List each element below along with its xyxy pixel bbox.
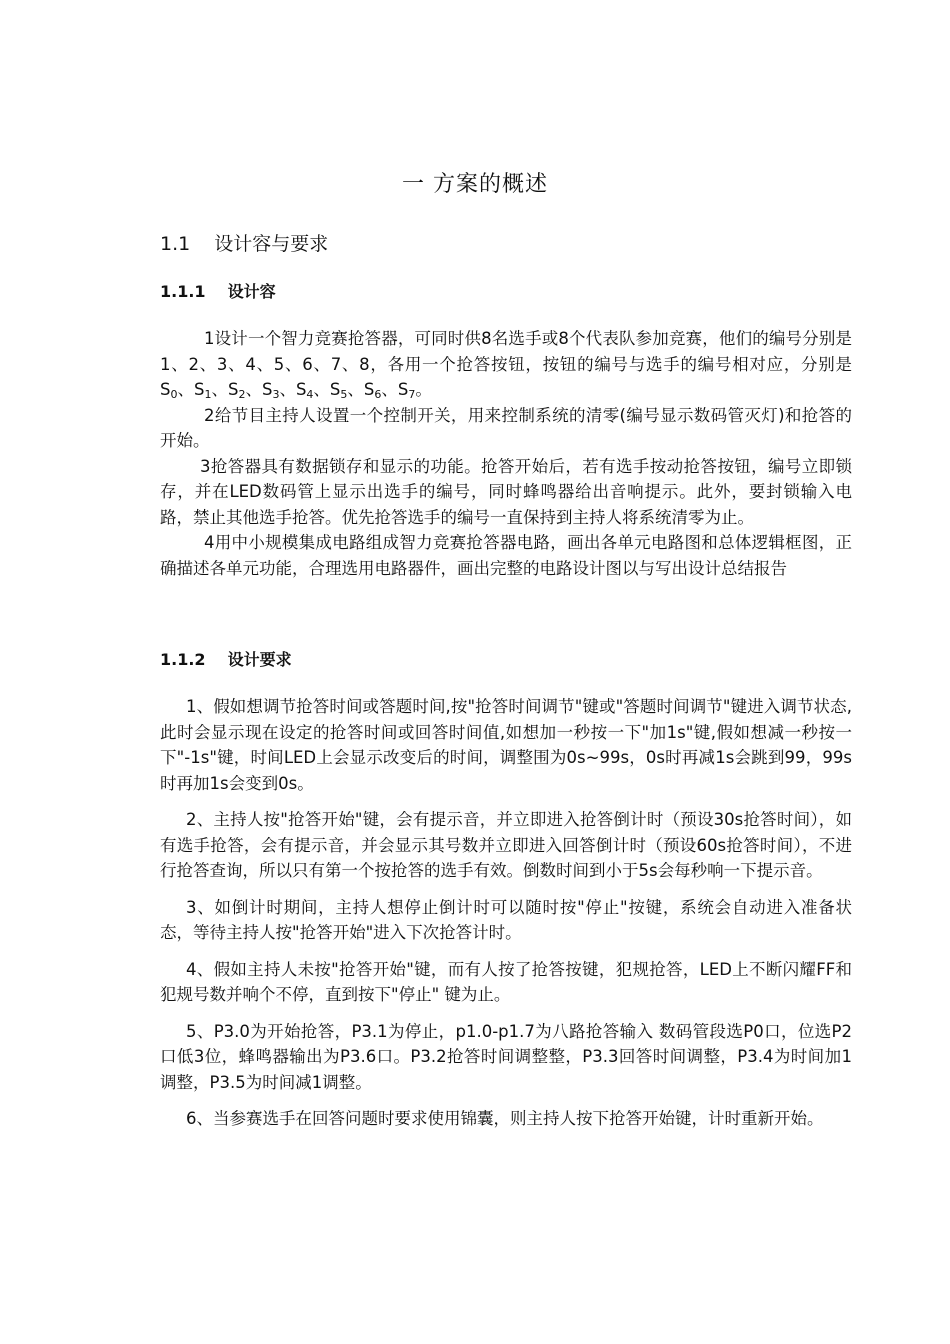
button-labels: $S_0$、$S_1$、$S_2$、$S_3$、$S_4$、$S_5$、$S_6$、$S_7$ [160,380,416,401]
requirement-item-1: 1、假如想调节抢答时间或答题时间,按"抢答时间调节"键或"答题时间调节"键进入调节状态,此时会显示现在设定的抢答时间或回答时间值,如想加一秒按一下"加1s"键,假如想减一秒按一下"-1s"键，时间LED上会显示改变后的时间，调整围为0s~99s，0s时再减1s会跳到99，99s时再加1s会变到0s。 [160,697,852,793]
content-paragraph-3: 3抢答器具有数据锁存和显示的功能。抢答开始后，若有选手按动抢答按钮，编号立即锁存，并在LED数码管上显示出选手的编号，同时蜂鸣器给出音响提示。此外，要封锁输入电路，禁止其他选手抢答。优先抢答选手的编号一直保持到主持人将系统清零为止。 [160,456,852,527]
subsection-heading-design-content [160,280,276,304]
requirement-item-3: 3、如倒计时期间，主持人想停止倒计时可以随时按"停止"按键，系统会自动进入准备状态，等待主持人按"抢答开始"进入下次抢答计时。 [160,897,852,942]
design-requirements-body [160,694,852,1143]
subsection-label: 设计容 [227,282,276,301]
content-paragraph-2: 2给节目主持人设置一个控制开关，用来控制系统的清零(编号显示数码管灭灯)和抢答的开始。 [160,405,852,450]
subsection-heading-design-requirements [160,648,292,672]
section-heading [160,230,328,258]
chapter-title: 一 方案的概述 [402,172,548,197]
requirement-item-6: 6、当参赛选手在回答问题时要求使用锦囊，则主持人按下抢答开始键，计时重新开始。 [186,1109,824,1128]
design-content-body [160,326,852,581]
section-label: 设计容与要求 [214,233,329,255]
content-paragraph-4: 4用中小规模集成电路组成智力竞赛抢答器电路，画出各单元电路图和总体逻辑框图，正确描述各单元功能，合理选用电路器件，画出完整的电路设计图以与写出设计总结报告 [160,533,852,578]
content-paragraph-1: 1设计一个智力竞赛抢答器，可同时供8名选手或8个代表队参加竞赛，他们的编号分别是1、2、3、4、5、6、7、8，各用一个抢答按钮，按钮的编号与选手的编号相对应，分别是$S_0$、$S_1$、$S_2$、$S_3$、$S_4$、$S_5$、$S_6$、$S_7$。 [160,329,852,401]
subsection-number: 1.1.1 [160,282,206,301]
section-number: 1.1 [160,233,191,255]
requirement-item-2: 2、主持人按"抢答开始"键，会有提示音，并立即进入抢答倒计时（预设30s抢答时间），如有选手抢答，会有提示音，并会显示其号数并立即进入回答倒计时（预设60s抢答时间），不进行抢答查询，所以只有第一个按抢答的选手有效。倒数时间到小于5s会每秒响一下提示音。 [160,810,852,880]
requirement-item-4: 4、假如主持人未按"抢答开始"键，而有人按了抢答按键，犯规抢答，LED上不断闪耀FF和犯规号数并响个不停，直到按下"停止" 键为止。 [160,959,852,1004]
subsection-number: 1.1.2 [160,650,206,669]
subsection-label: 设计要求 [227,650,292,669]
requirement-item-5: 5、P3.0为开始抢答，P3.1为停止，p1.0-p1.7为八路抢答输入 数码管段选P0口，位选P2口低3位，蜂鸣器输出为P3.6口。P3.2抢答时间调整整，P3.3回答时间调整，P3.4为时间加1调整，P3.5为时间减1调整。 [160,1021,852,1092]
